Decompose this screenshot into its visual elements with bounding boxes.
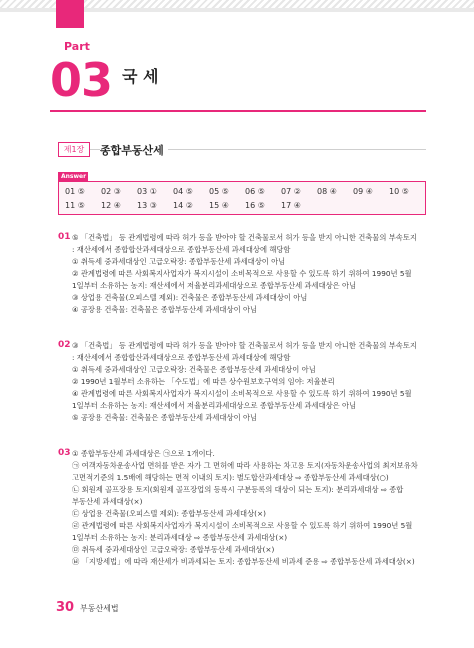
answer-item: 01 ⑤	[65, 187, 85, 196]
answer-item: 14 ②	[173, 201, 193, 210]
answer-item: 02 ③	[101, 187, 121, 196]
explanation-line: ④ 관계법령에 따른 사회복지사업자가 복지시설이 소비목적으로 사용할 수 있도록 하기 위하여 1990년 5월	[72, 389, 412, 398]
explanation-line: ① 취득세 중과세대상인 고급오락장: 종합부동산세 과세대상이 아님	[72, 257, 286, 266]
page-number: 30	[56, 600, 75, 615]
explanation-line: ③ 상업용 건축물(오피스텔 제외): 건축물은 종합부동산세 과세대상이 아님	[72, 293, 308, 302]
explanation-line: ⑤ 「건축법」 등 관계법령에 따라 허가 등을 받아야 할 건축물로서 허가 등을 받지 아니한 건축물의 부속토지	[72, 233, 417, 242]
answer-item: 15 ④	[209, 201, 229, 210]
explanation-line: : 재산세에서 종합합산과세대상으로 종합부동산세 과세대상에 해당함	[72, 353, 291, 362]
answer-item: 17 ④	[281, 201, 301, 210]
explanation-line: ㉣ 관계법령에 따른 사회복지사업자가 복지시설이 소비목적으로 사용할 수 있도록 하기 위하여 1990년 5월	[72, 521, 413, 530]
explanation-line: ㉠ 여객자동차운송사업 면허를 받은 자가 그 면허에 따라 사용하는 차고용 토지(자동차운송사업의 최저보유차	[72, 461, 418, 470]
answer-item: 08 ④	[317, 187, 337, 196]
explanation-line: ① 종합부동산세 과세대상은 ㉠으로 1개이다.	[72, 449, 215, 458]
part-marker-tab	[56, 0, 84, 28]
answer-item: 06 ⑤	[245, 187, 265, 196]
answer-item: 16 ⑤	[245, 201, 265, 210]
answer-item: 09 ④	[353, 187, 373, 196]
explanation-line: : 재산세에서 종합합산과세대상으로 종합부동산세 과세대상에 해당함	[72, 245, 291, 254]
explanation-line: ㉥ 「지방세법」에 따라 재산세가 비과세되는 토지: 종합부동산세 비과세 준용 ⇨ 종합부동산세 과세대상(×)	[72, 557, 415, 566]
answer-tag: Answer	[58, 172, 88, 181]
explanation-line: 1일부터 소유하는 농지: 재산세에서 저율분리과세대상으로 종합부동산세 과세대상은 아님	[72, 281, 357, 290]
answer-item: 07 ②	[281, 187, 301, 196]
answer-item: 10 ⑤	[389, 187, 409, 196]
explanation-line: ② 관계법령에 따른 사회복지사업자가 복지시설이 소비목적으로 사용할 수 있도록 하기 위하여 1990년 5월	[72, 269, 412, 278]
explanation-line: ㉡ 회원제 골프장용 토지(회원제 골프장업의 등록시 구분등록의 대상이 되는 토지): 분리과세대상 ⇨ 종합	[72, 485, 404, 494]
answer-box	[58, 181, 426, 215]
question-number: 01	[58, 232, 71, 242]
answer-item: 13 ③	[137, 201, 157, 210]
explanation-line: 1일부터 소유하는 농지: 분리과세대상 ⇨ 종합부동산세 과세대상(×)	[72, 533, 288, 542]
answer-item: 03 ①	[137, 187, 157, 196]
chapter-title: 국 세	[122, 67, 159, 86]
explanation-line: ⑤ 공장용 건축물: 건축물은 종합부동산세 과세대상이 아님	[72, 413, 258, 422]
part-label: Part	[64, 40, 90, 53]
section-title: 종합부동산세	[100, 142, 168, 158]
explanation-line: 부동산세 과세대상(×)	[72, 497, 143, 506]
answer-item: 04 ⑤	[173, 187, 193, 196]
answer-item: 11 ⑤	[65, 201, 85, 210]
explanation-line: ② 1990년 1월부터 소유하는 「수도법」에 따른 상수원보호구역의 임야: 저율분리	[72, 377, 335, 386]
question-number: 02	[58, 340, 71, 350]
book-title: 부동산세법	[80, 604, 119, 613]
answer-item: 12 ④	[101, 201, 121, 210]
explanation-line: ① 취득세 중과세대상인 고급오락장: 건축물은 종합부동산세 과세대상이 아님	[72, 365, 316, 374]
chapter-number: 03	[50, 53, 113, 107]
explanation-line: 고면적기준의 1.5배에 해당하는 면적 이내의 토지): 별도합산과세대상 ⇨ 종합부동산세 과세대상(○)	[72, 473, 389, 482]
answer-row-1	[59, 186, 427, 199]
explanation-line: ③ 「건축법」 등 관계법령에 따라 허가 등을 받아야 할 건축물로서 허가 등을 받지 아니한 건축물의 부속토지	[72, 341, 417, 350]
explanation-line: ㉤ 취득세 중과세대상인 고급오락장: 종합부동산세 과세대상(×)	[72, 545, 275, 554]
answer-item: 05 ⑤	[209, 187, 229, 196]
question-number: 03	[58, 448, 71, 458]
explanation-line: ④ 공장용 건축물: 건축물은 종합부동산세 과세대상이 아님	[72, 305, 258, 314]
explanation-line: 1일부터 소유하는 농지: 재산세에서 저율분리과세대상으로 종합부동산세 과세대상은 아님	[72, 401, 357, 410]
answer-row-2	[59, 200, 427, 213]
header-rule	[50, 110, 426, 112]
section-badge: 제1장	[58, 142, 90, 157]
explanation-line: ㉢ 상업용 건축물(오피스텔 제외): 종합부동산세 과세대상(×)	[72, 509, 266, 518]
